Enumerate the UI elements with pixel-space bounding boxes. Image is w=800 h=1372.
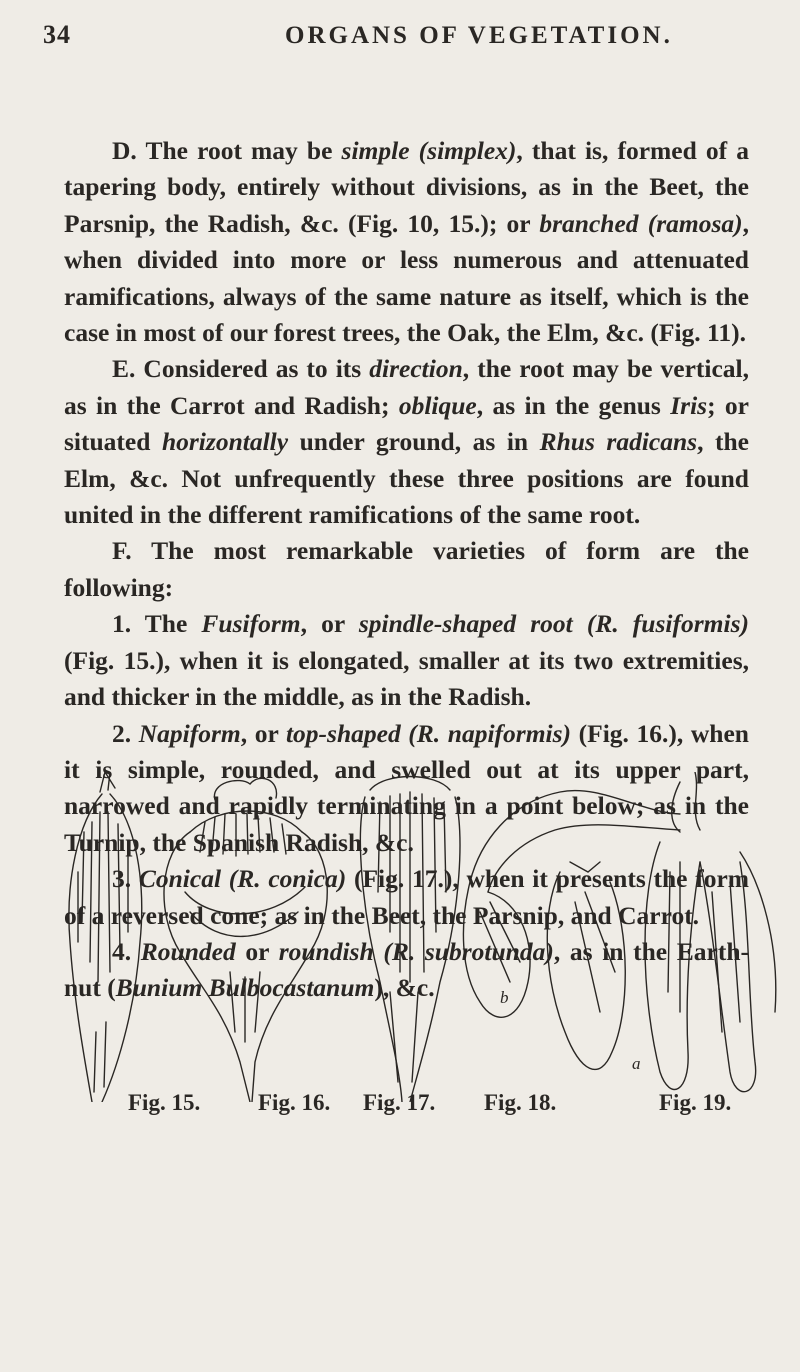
fig-19-caption: Fig. 19. — [659, 1090, 732, 1115]
fig-18-caption: Fig. 18. — [484, 1090, 557, 1115]
fig-18-label-b: b — [500, 988, 509, 1007]
fig-17-caption: Fig. 17. — [363, 1090, 436, 1115]
e-run-8: under ground, as in — [288, 427, 540, 457]
item2-run-2: , or — [240, 718, 286, 748]
item4-run-6: ), &c. — [374, 973, 435, 1003]
e-run-2: , the root may be vertical, as in the Carrot and Radish; — [64, 354, 749, 420]
fig-16-napiform-root-drawing — [164, 778, 327, 1102]
fig-15-caption: Fig. 15. — [128, 1090, 201, 1115]
e-run-3: oblique — [398, 390, 477, 420]
paragraph-d — [64, 133, 749, 351]
e-run-9: Rhus radicans — [539, 427, 698, 457]
item4-run-0: 4. — [112, 936, 141, 966]
fig-15-fusiform-root-drawing — [69, 772, 142, 1102]
d-run-2: , that is, formed of a tapering body, entirely without divisions, as in the Beet, the Parsnip, the Radish, &c. (Fig. 10, 15.); or — [64, 136, 749, 238]
item1-run-0: 1. The — [112, 609, 202, 639]
fig-16-caption: Fig. 16. — [258, 1090, 331, 1115]
d-run-0: D. The root may be — [112, 136, 342, 165]
item1-run-4: (Fig. 15.), when it is elongated, smaller at its two extremities, and thicker in the middle, as in the Radish. — [64, 645, 749, 712]
e-run-5: Iris — [670, 390, 708, 420]
fig-17-conical-root-drawing — [360, 777, 460, 1103]
item4-run-4: , as in the Earth-nut ( — [64, 936, 750, 1003]
paragraph-e — [64, 351, 749, 533]
item4-run-2: or — [235, 936, 279, 966]
item1-run-1: Fusiform — [201, 609, 301, 639]
paragraph-item-1 — [64, 606, 749, 715]
item3-run-1: Conical (R. conica) — [138, 864, 347, 894]
item1-run-3: spindle-shaped root (R. fusiformis) — [358, 609, 749, 639]
paragraph-f — [64, 533, 749, 606]
e-run-6: ; or situated — [64, 390, 749, 457]
item3-run-0: 3. — [112, 864, 139, 894]
page-header — [0, 18, 800, 58]
fig-18-rounded-root-drawing — [463, 791, 680, 1070]
fig-18-label-a: a — [632, 1054, 641, 1073]
item2-run-0: 2. — [112, 718, 139, 748]
fig-19-tuberous-root-drawing — [645, 772, 776, 1092]
item4-run-5: Bunium Bulbocastanum — [115, 973, 375, 1003]
e-run-4: , as in the genus — [476, 390, 671, 420]
f-run-0: F. The most remarkable varieties of form are the following: — [64, 536, 749, 602]
e-run-1: direction — [369, 354, 463, 384]
item4-run-3: roundish (R. subrotunda) — [278, 936, 554, 966]
root-illustrations — [40, 772, 780, 1102]
e-run-10: , the Elm, &c. Not unfrequently these three positions are found united in the different ramifications of the same root. — [64, 427, 749, 530]
running-title: ORGANS OF VEGETATION. — [285, 22, 673, 49]
d-run-4: , when divided into more or less numerous and attenuated ramifications, always of the same nature as itself, which is the case in most of our forest trees, the Oak, the Elm, &c. (Fig. 11). — [64, 208, 749, 348]
item4-run-1: Rounded — [140, 936, 236, 966]
e-run-7: horizontally — [161, 427, 289, 457]
e-run-0: E. Considered as to its — [112, 354, 370, 384]
d-run-3: branched (ramosa) — [539, 208, 743, 238]
item1-run-2: , or — [300, 609, 359, 639]
root-figures — [40, 772, 780, 1372]
page-number: 34 — [43, 20, 71, 49]
item2-run-3: top-shaped (R. napiformis) — [285, 718, 572, 748]
d-run-1: simple (simplex) — [341, 136, 517, 165]
item2-run-1: Napiform — [138, 718, 241, 748]
item3-run-2: (Fig. 17.), when it presents the form of a reversed cone; as in the Beet, the Parsnip, and Carrot. — [64, 864, 750, 930]
item2-run-4: (Fig. 16.), when it is simple, rounded, and swelled out at its upper part, narrowed and rapidly terminating in a point below; as in the Turnip, the Spanish Radish, &c. — [64, 718, 749, 857]
